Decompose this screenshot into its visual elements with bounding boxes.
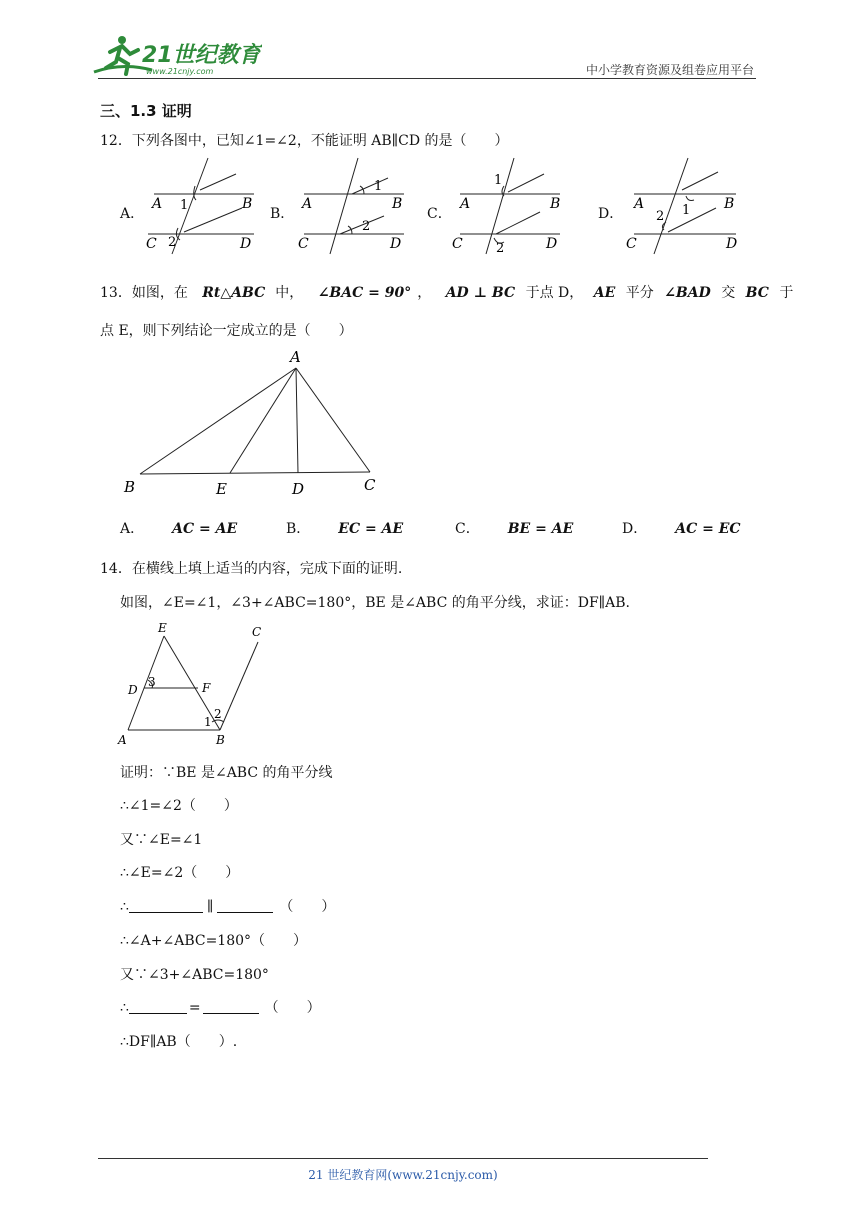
- proof-line-5: ∴ ∥ （ ）: [120, 899, 336, 915]
- q12-option-d-letter: D．: [598, 206, 624, 222]
- q14-figure: [110, 618, 280, 748]
- svg-text:C: C: [452, 236, 463, 252]
- proof-blank-line-1[interactable]: [129, 898, 203, 913]
- svg-text:D: D: [546, 236, 558, 252]
- logo-text: 21世纪教育: [142, 43, 261, 68]
- svg-text:2: 2: [496, 241, 505, 256]
- label-a: A: [152, 196, 163, 212]
- proof-line-8: ∴ = （ ）: [120, 1000, 321, 1016]
- angle-1: 1: [204, 715, 212, 729]
- proof-line-1: 证明：∵BE 是∠ABC 的角平分线: [120, 765, 333, 781]
- svg-text:D: D: [726, 236, 738, 252]
- svg-text:D: D: [390, 236, 402, 252]
- label-angle-1: 1: [180, 198, 189, 213]
- q13-option-a: A． AC = AE: [120, 521, 238, 537]
- point-e: E: [216, 480, 227, 498]
- footer-link[interactable]: 21 世纪教育网(www.21cnjy.com): [308, 1168, 498, 1182]
- svg-text:A: A: [634, 196, 645, 212]
- proof-blank-angle-1[interactable]: [129, 999, 187, 1014]
- q12-figure-d: [620, 156, 750, 256]
- svg-text:2: 2: [362, 219, 371, 234]
- svg-text:A: A: [302, 196, 313, 212]
- footer-divider: [98, 1158, 708, 1159]
- q12-option-a-letter: A．: [120, 206, 145, 222]
- proof-line-6: ∴∠A+∠ABC=180°（ ）: [120, 933, 308, 949]
- point-a: A: [118, 733, 127, 747]
- label-b: B: [242, 196, 253, 212]
- q12-option-c-letter: C．: [427, 206, 452, 222]
- proof-line-4: ∴∠E=∠2（ ）: [120, 865, 240, 881]
- svg-text:B: B: [724, 196, 735, 212]
- q12-figure-c: [446, 156, 576, 256]
- proof-line-2: ∴∠1=∠2（ ）: [120, 798, 238, 814]
- svg-text:A: A: [460, 196, 471, 212]
- header-platform-text: 中小学教育资源及组卷应用平台: [585, 63, 754, 77]
- svg-text:1: 1: [494, 173, 503, 188]
- label-d: D: [240, 236, 252, 252]
- svg-text:B: B: [392, 196, 403, 212]
- q13-option-c: C． BE = AE: [455, 521, 574, 537]
- brand-logo: [92, 32, 262, 78]
- svg-text:C: C: [298, 236, 309, 252]
- angle-2: 2: [214, 707, 222, 721]
- proof-line-7: 又∵∠3+∠ABC=180°: [120, 967, 269, 983]
- point-d: D: [128, 683, 138, 697]
- vertex-a: A: [290, 348, 301, 366]
- point-d: D: [292, 480, 305, 498]
- section-title: 三、1.3 证明: [100, 102, 192, 120]
- q13-option-b: B． EC = AE: [286, 521, 404, 537]
- q14-given: 如图，∠E=∠1，∠3+∠ABC=180°，BE 是∠ABC 的角平分线，求证：DF∥AB.: [120, 595, 631, 611]
- ad-perp-bc: AD ⊥ BC: [445, 285, 516, 301]
- point-c: C: [252, 625, 262, 639]
- q13-stem-line1: 13．如图，在 Rt△ABC 中， ∠BAC = 90° ， AD ⊥ BC 于点 D， AE 平分 ∠BAD 交 BC 于: [100, 285, 794, 301]
- q12-stem: 12．下列各图中，已知∠1=∠2，不能证明 AB∥CD 的是（ ）: [100, 133, 509, 149]
- angle-bac-90: ∠BAC = 90°: [317, 285, 412, 301]
- vertex-c: C: [364, 476, 376, 494]
- angle-3: 3: [148, 675, 156, 689]
- q12-option-b-letter: B．: [270, 206, 295, 222]
- proof-blank-angle-2[interactable]: [203, 999, 259, 1014]
- svg-text:2: 2: [656, 209, 665, 224]
- svg-text:1: 1: [682, 203, 691, 218]
- point-f: F: [202, 681, 211, 695]
- q13-triangle-figure: [120, 346, 390, 502]
- q12-figure-a: [140, 156, 270, 256]
- logo-url: www.21cnjy.com: [146, 67, 214, 76]
- q14-stem: 14．在横线上填上适当的内容，完成下面的证明.: [100, 561, 403, 577]
- point-b: B: [216, 733, 225, 747]
- q13-option-d: D． AC = EC: [622, 521, 741, 537]
- point-e: E: [158, 621, 167, 635]
- proof-blank-line-2[interactable]: [217, 898, 273, 913]
- label-c: C: [146, 236, 157, 252]
- svg-text:C: C: [626, 236, 637, 252]
- proof-line-3: 又∵∠E=∠1: [120, 832, 203, 848]
- svg-text:B: B: [550, 196, 561, 212]
- rt-triangle-abc: Rt△ABC: [202, 285, 266, 301]
- q13-stem-line2: 点 E，则下列结论一定成立的是（ ）: [100, 323, 353, 339]
- q12-figure-b: [290, 156, 420, 256]
- label-angle-2: 2: [168, 235, 177, 250]
- vertex-b: B: [124, 478, 136, 496]
- svg-text:1: 1: [374, 179, 383, 194]
- proof-line-9: ∴DF∥AB（ ）.: [120, 1034, 238, 1050]
- header-divider: [98, 78, 756, 79]
